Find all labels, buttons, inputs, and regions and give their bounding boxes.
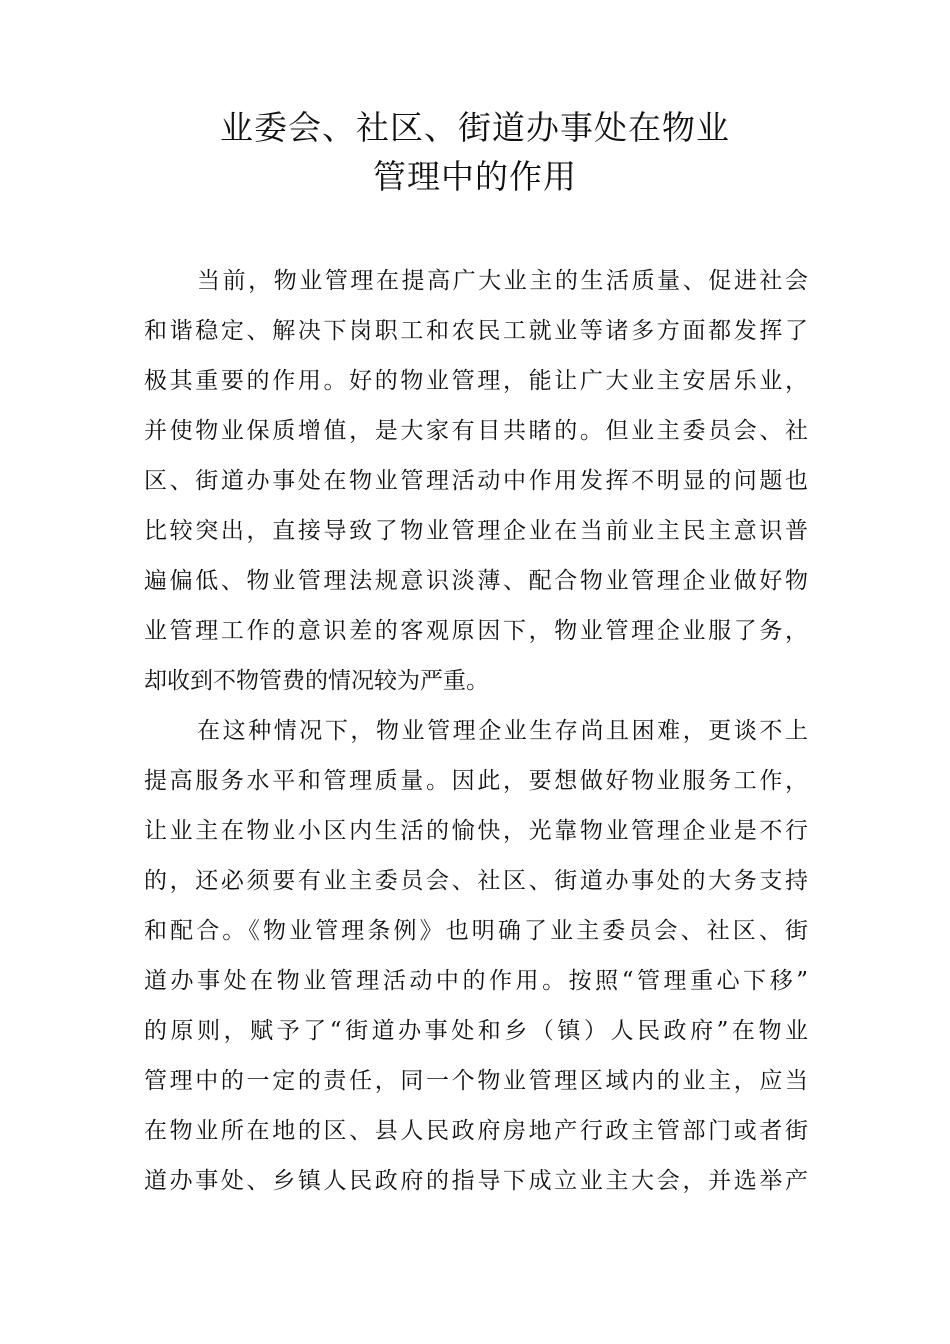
paragraph-2-line-1: 在这种情况下，物业管理企业生存尚且困难，更谈不上 [197,718,808,744]
paragraph-1-line-5: 区、街道办事处在物业管理活动中作用发挥不明显的问题也 [144,468,808,494]
paragraph-2-line-9: 在物业所在地的区、县人民政府房地产行政主管部门或者街 [144,1118,808,1144]
paragraph-2-line-2: 提高服务水平和管理质量。因此，要想做好物业服务工作， [144,768,808,794]
paragraph-2-line-10: 道办事处、乡镇人民政府的指导下成立业主大会，并选举产 [144,1168,808,1194]
paragraph-1-line-2: 和谐稳定、解决下岗职工和农民工就业等诸多方面都发挥了 [144,318,808,344]
paragraph-2-line-5: 和配合。《物业管理条例》也明确了业主委员会、社区、街 [144,918,808,944]
document-title-line-2: 管理中的作用 [373,157,577,196]
paragraph-1-line-1: 当前，物业管理在提高广大业主的生活质量、促进社会 [197,268,808,294]
paragraph-2-line-3: 让业主在物业小区内生活的愉快，光靠物业管理企业是不行 [144,818,808,844]
paragraph-1-line-8: 业管理工作的意识差的客观原因下，物业管理企业服了务， [144,618,808,644]
document-title-line-1: 业委会、社区、街道办事处在物业 [220,108,730,147]
paragraph-2-line-6: 道办事处在物业管理活动中的作用。按照“管理重心下移” [144,968,808,994]
paragraph-2-line-8: 管理中的一定的责任，同一个物业管理区域内的业主，应当 [144,1068,808,1094]
paragraph-1-line-7: 遍偏低、物业管理法规意识淡薄、配合物业管理企业做好物 [144,568,808,594]
paragraph-2-line-7: 的原则，赋予了“街道办事处和乡（镇）人民政府”在物业 [144,1018,808,1044]
paragraph-1-line-6: 比较突出，直接导致了物业管理企业在当前业主民主意识普 [144,518,808,544]
paragraph-1-line-3: 极其重要的作用。好的物业管理，能让广大业主安居乐业， [144,368,808,394]
paragraph-2-line-4: 的，还必须要有业主委员会、社区、街道办事处的大务支持 [144,868,808,894]
paragraph-1-line-9: 却收到不物管费的情况较为严重。 [144,668,489,694]
paragraph-1-line-4: 并使物业保质增值，是大家有目共睹的。但业主委员会、社 [144,418,808,444]
